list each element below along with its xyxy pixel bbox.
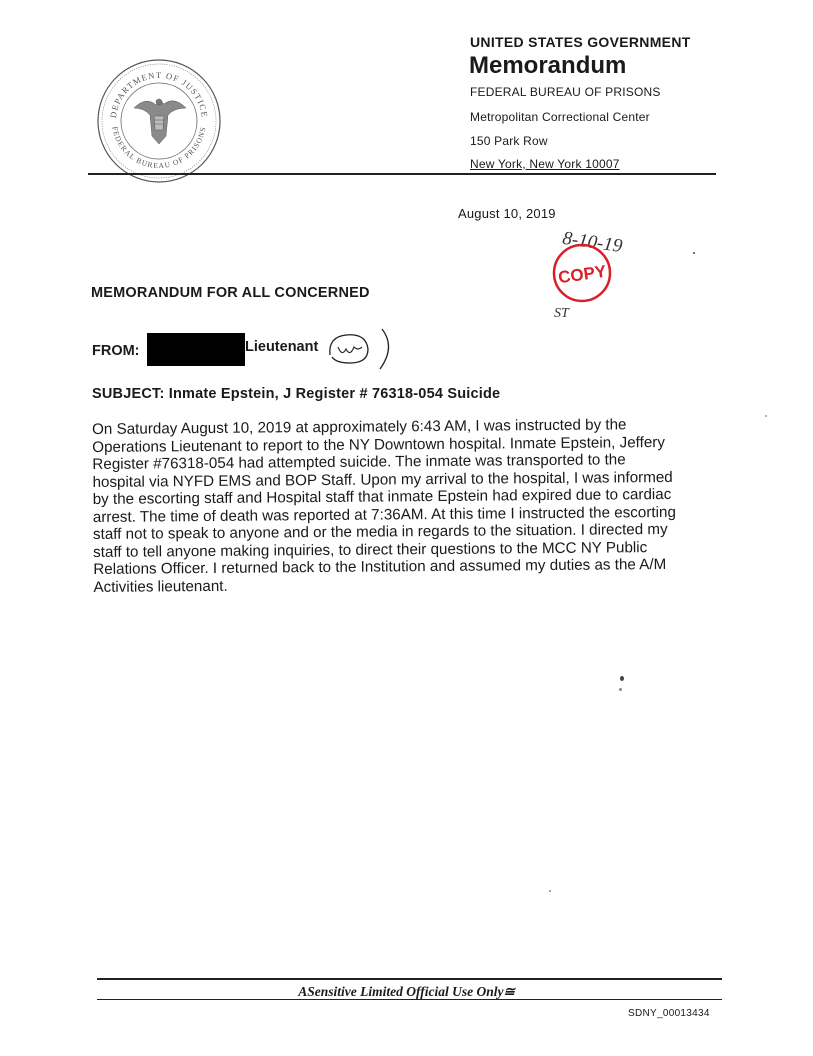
footer-rule-bottom bbox=[97, 999, 722, 1000]
from-label: FROM: bbox=[92, 343, 140, 359]
scan-speck bbox=[693, 252, 695, 254]
header-facility: Metropolitan Correctional Center bbox=[470, 110, 650, 124]
body-line: staff not to speak to anyone and or the media in regards to the situation. I directed my bbox=[92, 520, 668, 543]
memo-for: MEMORANDUM FOR ALL CONCERNED bbox=[91, 285, 370, 301]
doj-bop-seal bbox=[96, 58, 222, 184]
memo-body bbox=[92, 416, 724, 596]
subject-text: Inmate Epstein, J Register # 76318-054 Suicide bbox=[168, 386, 501, 402]
handwritten-date: 8-10-19 bbox=[561, 227, 624, 257]
copy-stamp bbox=[540, 225, 700, 325]
body-line: arrest. The time of death was reported at 7:36AM. At this time I instructed the escorting bbox=[92, 503, 676, 526]
bates-number: SDNY_00013434 bbox=[628, 1008, 710, 1019]
handwritten-initials: ST bbox=[554, 306, 569, 321]
scan-speck bbox=[620, 676, 624, 681]
seal-bottom-text: FEDERAL BUREAU OF PRISONS bbox=[110, 125, 208, 171]
body-line: Relations Officer. I returned back to the Institution and assumed my duties as the A/M bbox=[93, 555, 667, 578]
stamp-label: COPY bbox=[557, 261, 608, 288]
redaction-block bbox=[147, 333, 245, 366]
scan-speck bbox=[549, 890, 551, 892]
header-rule bbox=[88, 173, 716, 175]
header-title: Memorandum bbox=[469, 52, 627, 79]
body-line: On Saturday August 10, 2019 at approximately 6:43 AM, I was instructed by the bbox=[92, 416, 627, 438]
header-address: 150 Park Row bbox=[470, 134, 548, 148]
body-line: by the escorting staff and Hospital staff that inmate Epstein had expired due to cardiac bbox=[92, 485, 672, 508]
body-line: Activities lieutenant. bbox=[93, 577, 228, 596]
footer-sensitivity-label: ASensitive Limited Official Use Only≅ bbox=[298, 984, 515, 999]
body-line: Operations Lieutenant to report to the NY Downtown hospital. Inmate Epstein, Jeffery bbox=[92, 433, 665, 456]
header-bureau: FEDERAL BUREAU OF PRISONS bbox=[470, 85, 661, 99]
from-title: Lieutenant bbox=[245, 339, 319, 355]
subject-line bbox=[92, 386, 500, 402]
header-city: New York, New York 10007 bbox=[470, 157, 620, 171]
seal-top-text: DEPARTMENT OF JUSTICE bbox=[108, 69, 210, 119]
body-line: staff to tell anyone making inquiries, to direct their questions to the MCC NY Public bbox=[93, 538, 648, 561]
subject-label: SUBJECT: bbox=[92, 386, 165, 402]
header-government: UNITED STATES GOVERNMENT bbox=[470, 34, 691, 50]
memo-date: August 10, 2019 bbox=[458, 206, 556, 221]
body-line: hospital via NYFD EMS and BOP Staff. Upon my arrival to the hospital, I was informed bbox=[92, 468, 673, 491]
eagle-icon bbox=[134, 99, 186, 144]
scan-speck bbox=[619, 688, 622, 691]
body-line: Register #76318-054 had attempted suicide. The inmate was transported to the bbox=[92, 451, 626, 473]
footer-rule-top bbox=[97, 978, 722, 980]
handwritten-initials-mark bbox=[322, 325, 402, 373]
scan-speck bbox=[765, 415, 767, 417]
